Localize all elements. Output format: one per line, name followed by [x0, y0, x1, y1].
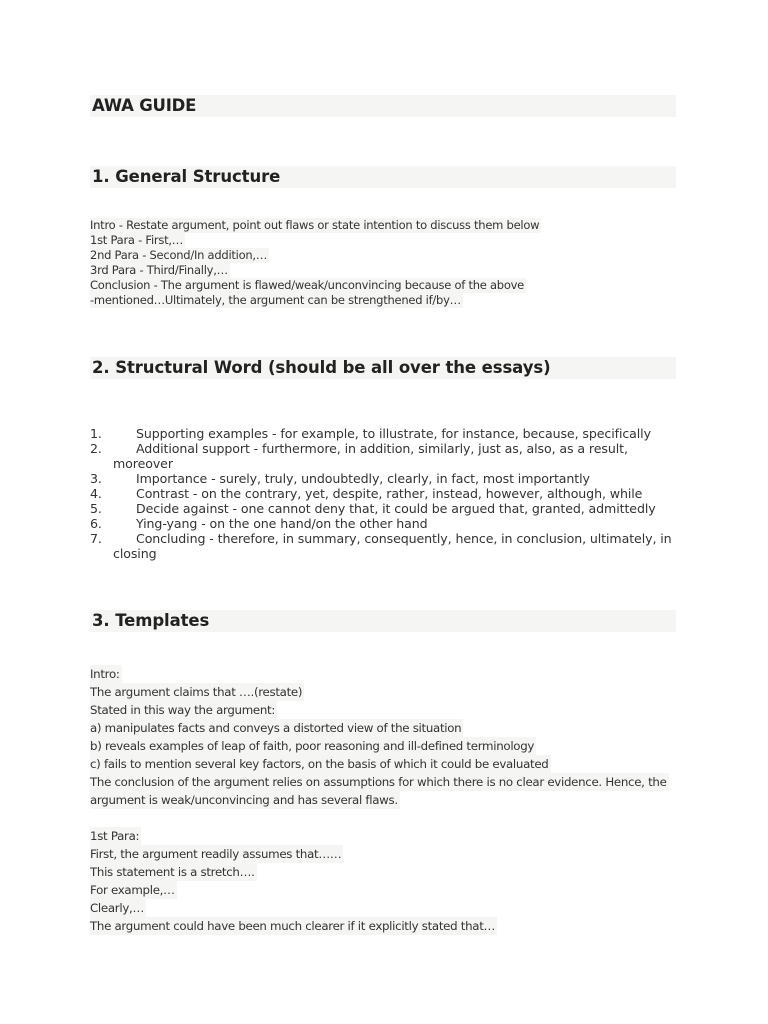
list-number: 6.	[90, 516, 102, 531]
list-number: 4.	[90, 486, 102, 501]
text-line: c) fails to mention several key factors, on the basis of which it could be evaluated	[90, 757, 549, 771]
list-text: Ying-yang - on the one hand/on the other hand	[136, 516, 428, 531]
text-line: First, the argument readily assumes that……	[90, 847, 342, 861]
section-heading-general-structure	[90, 166, 676, 188]
text-line: argument is weak/unconvincing and has several flaws.	[90, 793, 398, 807]
text-line: a) manipulates facts and conveys a distorted view of the situation	[90, 721, 462, 735]
list-item	[90, 531, 690, 546]
list-text: Decide against - one cannot deny that, it could be argued that, granted, admittedly	[136, 501, 656, 516]
text-line: Clearly,…	[90, 901, 144, 915]
section-heading-structural-word	[90, 357, 676, 379]
text-line: Stated in this way the argument:	[90, 703, 276, 717]
text-line: Intro - Restate argument, point out flaws or state intention to discuss them below	[90, 218, 540, 232]
list-item	[90, 441, 690, 456]
section-heading-templates	[90, 610, 676, 632]
text-line: -mentioned…Ultimately, the argument can be strengthened if/by…	[90, 293, 461, 307]
text-line: 2nd Para - Second/In addition,…	[90, 248, 268, 262]
text-line: 3rd Para - Third/Finally,…	[90, 263, 228, 277]
text-line: The conclusion of the argument relies on assumptions for which there is no clear evidence. Hence, the	[90, 775, 667, 789]
list-number: 3.	[90, 471, 102, 486]
list-number: 7.	[90, 531, 102, 546]
text-line: Conclusion - The argument is flawed/weak/unconvincing because of the above	[90, 278, 524, 292]
list-number: 2.	[90, 441, 102, 456]
list-number: 1.	[90, 426, 102, 441]
list-item	[90, 426, 690, 441]
text-line: The argument claims that ….(restate)	[90, 685, 303, 699]
structural-word-list	[90, 426, 690, 561]
list-text-continuation: moreover	[113, 456, 173, 471]
list-number: 5.	[90, 501, 102, 516]
list-text-continuation: closing	[113, 546, 157, 561]
templates-body	[90, 665, 690, 935]
general-structure-body	[90, 218, 690, 308]
text-line: This statement is a stretch….	[90, 865, 255, 879]
list-text: Supporting examples - for example, to illustrate, for instance, because, specifically	[136, 426, 651, 441]
list-item-continuation	[90, 546, 690, 561]
paragraph-gap	[90, 809, 690, 827]
text-line: For example,…	[90, 883, 175, 897]
text-line: b) reveals examples of leap of faith, poor reasoning and ill-defined terminology	[90, 739, 535, 753]
list-text: Concluding - therefore, in summary, consequently, hence, in conclusion, ultimately, in	[136, 531, 672, 546]
text-line: 1st Para - First,…	[90, 233, 184, 247]
list-item	[90, 501, 690, 516]
section-heading-text: 1. General Structure	[92, 167, 281, 186]
section-heading-text: 3. Templates	[92, 611, 210, 630]
list-text: Importance - surely, truly, undoubtedly, clearly, in fact, most importantly	[136, 471, 590, 486]
text-line: 1st Para:	[90, 829, 140, 843]
document-title-text: AWA GUIDE	[92, 96, 197, 115]
document-title	[90, 95, 676, 117]
list-text: Additional support - furthermore, in addition, similarly, just as, also, as a result,	[136, 441, 628, 456]
list-item	[90, 486, 690, 501]
text-line: The argument could have been much clearer if it explicitly stated that…	[90, 919, 496, 933]
section-heading-text: 2. Structural Word (should be all over the essays)	[92, 358, 551, 377]
list-item-continuation	[90, 456, 690, 471]
text-line: Intro:	[90, 667, 120, 681]
list-item	[90, 516, 690, 531]
list-text: Contrast - on the contrary, yet, despite, rather, instead, however, although, while	[136, 486, 643, 501]
list-item	[90, 471, 690, 486]
